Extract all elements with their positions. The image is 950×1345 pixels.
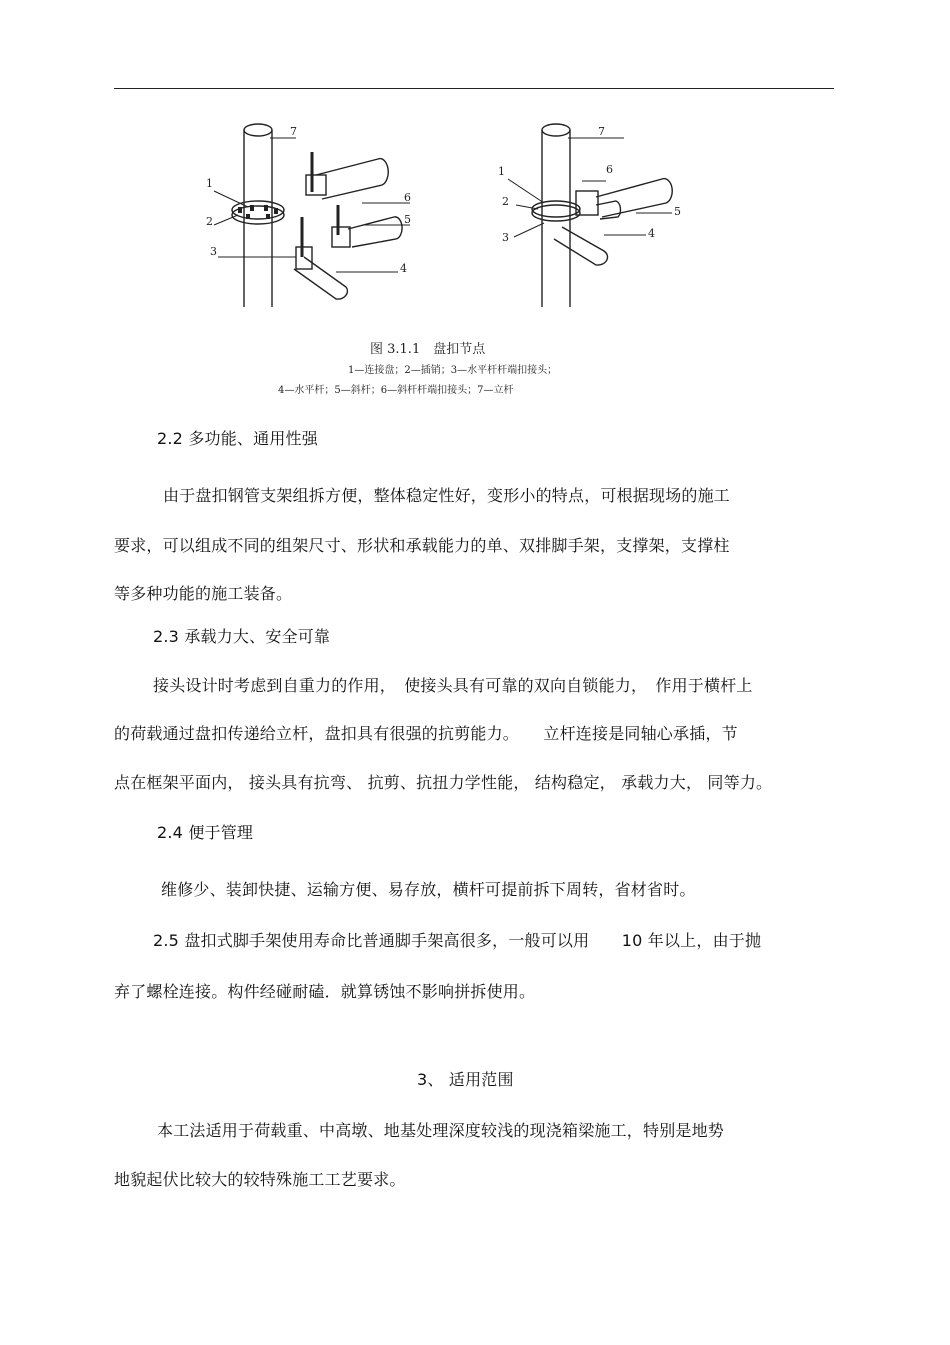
section-2-2-line-3: 等多种功能的施工装备。 <box>114 584 293 603</box>
left-diagonal-tube <box>348 217 402 247</box>
left-label-2: 2 <box>206 215 213 228</box>
figure-panel-joint <box>166 117 728 402</box>
section-2-3-title: 2.3 承载力大、安全可靠 <box>153 627 331 646</box>
right-label-1: 1 <box>498 165 505 178</box>
section-2-2-line-1: 由于盘扣钢管支架组拆方便，整体稳定性好，变形小的特点，可根据现场的施工 <box>163 486 731 505</box>
right-label-5: 5 <box>674 205 681 218</box>
left-label-4: 4 <box>400 262 407 275</box>
right-lower-tube <box>554 227 608 265</box>
header-rule <box>114 88 834 89</box>
section-2-5-line-1: 2.5 盘扣式脚手架使用寿命比普通脚手架高很多，一般可以用 10 年以上，由于抛 <box>153 931 762 950</box>
right-label-2: 2 <box>502 195 509 208</box>
right-rosette-lower <box>532 205 580 221</box>
right-label-3: 3 <box>502 231 509 244</box>
panel-joint-diagram <box>166 117 728 402</box>
left-label-5: 5 <box>404 213 411 226</box>
left-upper-coupler <box>306 175 326 195</box>
section-2-2-title: 2.2 多功能、通用性强 <box>157 429 318 448</box>
section-3-line-2: 地貌起伏比较大的较特殊施工工艺要求。 <box>114 1170 406 1189</box>
right-label-4: 4 <box>648 227 655 240</box>
right-pole-top <box>542 124 570 136</box>
left-label-3: 3 <box>210 245 217 258</box>
section-2-4-title: 2.4 便于管理 <box>157 823 254 842</box>
section-2-3-line-2: 的荷载通过盘扣传递给立杆，盘扣具有很强的抗剪能力。 立杆连接是同轴心承插，节 <box>114 724 738 743</box>
section-3-line-1: 本工法适用于荷载重、中高墩、地基处理深度较浅的现浇箱梁施工，特别是地势 <box>157 1121 725 1140</box>
figure-legend-line-2: 4—水平杆；5—斜杆；6—斜杆杆端扣接头；7—立杆 <box>278 385 514 396</box>
section-2-2-line-2: 要求，可以组成不同的组架尺寸、形状和承载能力的单、双排脚手架，支撑架，支撑柱 <box>114 536 730 555</box>
right-label-7: 7 <box>598 125 605 138</box>
left-label-7: 7 <box>290 125 297 138</box>
section-3-title: 3、 适用范围 <box>417 1070 514 1089</box>
figure-caption: 图 3.1.1 盘扣节点 <box>370 342 486 357</box>
left-lower-coupler <box>296 247 312 269</box>
left-label-6: 6 <box>404 191 411 204</box>
left-upper-tube <box>316 159 388 199</box>
section-2-4-line-1: 维修少、装卸快捷、运输方便、易存放，横杆可提前拆下周转，省材省时。 <box>161 880 696 899</box>
left-lower-tube <box>294 257 347 299</box>
left-diagonal-coupler <box>332 227 350 247</box>
section-2-3-line-1: 接头设计时考虑到自重力的作用， 使接头具有可靠的双向自锁能力， 作用于横杆上 <box>153 676 753 695</box>
right-label-6: 6 <box>606 163 613 176</box>
left-pole-top <box>244 124 272 136</box>
right-rosette <box>532 201 580 217</box>
figure-legend-line-1: 1—连接盘；2—插销；3—水平杆杆端扣接头； <box>348 365 558 376</box>
left-label-1: 1 <box>206 177 213 190</box>
section-2-3-line-3: 点在框架平面内， 接头具有抗弯、 抗剪、抗扭力学性能， 结构稳定， 承载力大， 同等力。 <box>114 773 773 792</box>
section-2-5-line-2: 弃了螺栓连接。构件经碰耐磕．就算锈蚀不影响拼拆使用。 <box>114 982 536 1001</box>
right-upper-tube <box>596 179 672 217</box>
